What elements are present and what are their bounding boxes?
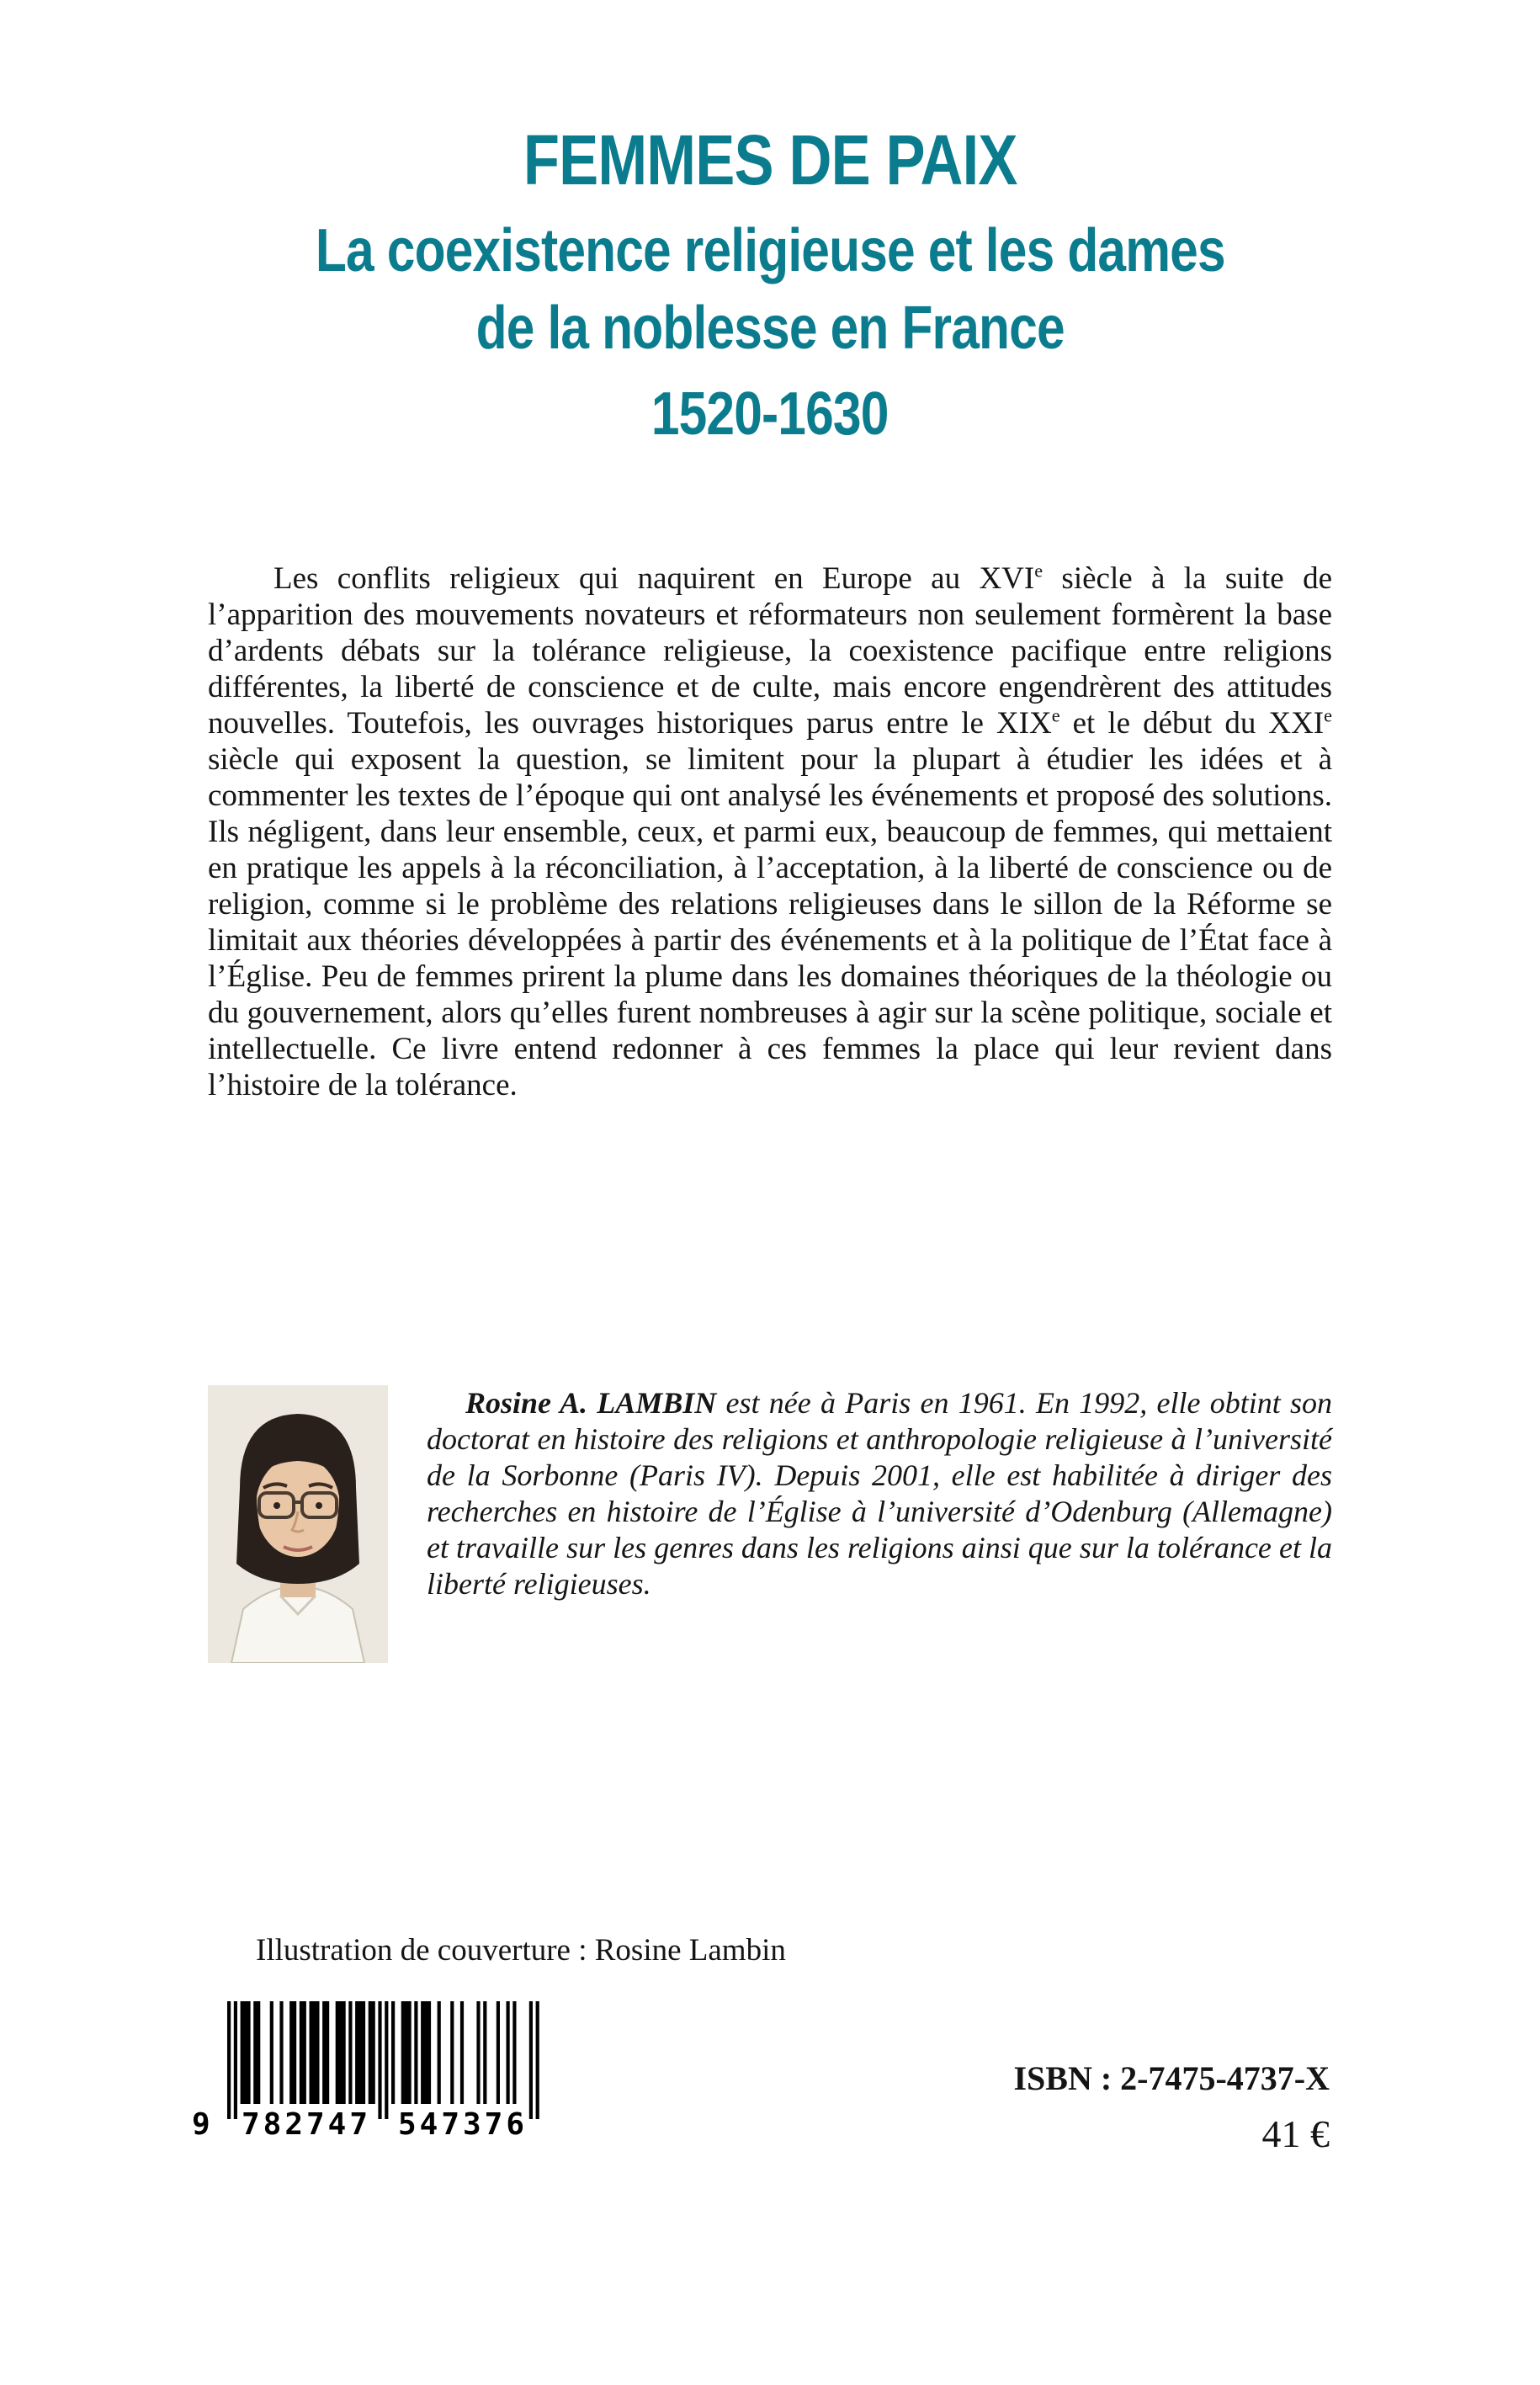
isbn-text: ISBN : 2-7475-4737-X bbox=[1013, 2059, 1330, 2097]
synopsis-text: et le début du XXI bbox=[1059, 706, 1325, 741]
barcode-digits-left: 782747 bbox=[241, 2107, 372, 2142]
book-subtitle-line1: La coexistence religieuse et les dames bbox=[315, 217, 1225, 284]
author-name: Rosine A. LAMBIN bbox=[465, 1386, 717, 1420]
book-years: 1520-1630 bbox=[651, 380, 889, 448]
barcode-digit-lead: 9 bbox=[192, 2107, 210, 2142]
book-subtitle-line2: de la noblesse en France bbox=[475, 295, 1065, 362]
book-title bbox=[0, 120, 1540, 199]
author-bio-text bbox=[427, 1385, 1332, 1663]
cover-credit: Illustration de couverture : Rosine Lambin bbox=[256, 1933, 786, 1968]
author-bio-section bbox=[208, 1385, 1332, 1663]
title-block bbox=[0, 120, 1540, 448]
author-bio-body: est née à Paris en 1961. En 1992, elle obtint son doctorat en histoire des religions et anthropologie religieuse à l’université de la Sorbonne (Paris IV). Depuis 2001, elle est habilitée à diriger des recherches en histoire de l’Église à l’université d’Odenburg (Allemagne) et travaille sur les genres dans les religions ainsi que sur la tolérance et la liberté religieuses. bbox=[427, 1386, 1332, 1601]
footer-right bbox=[1013, 2058, 1330, 2156]
barcode bbox=[192, 2001, 562, 2151]
price-text: 41 € bbox=[1261, 2112, 1330, 2155]
superscript-e: e bbox=[1324, 704, 1332, 726]
synopsis-paragraph bbox=[208, 560, 1332, 1103]
book-subtitle bbox=[0, 212, 1540, 367]
author-photo-image bbox=[208, 1385, 388, 1663]
synopsis-text: siècle qui exposent la question, se limitent pour la plupart à étudier les idées et à commenter les textes de l’époque qui ont analysé les événements et proposé des solutions. Ils négligent, dans leur ensemble, ceux, et parmi eux, beaucoup de femmes, qui mettaient en pratique les appels à la réconciliation, à l’acceptation, à la liberté de conscience ou de religion, comme si le problème des relations religieuses dans le sillon de la Réforme se limitait aux théories développées à partir des événements et à la politique de l’État face à l’Église. Peu de femmes prirent la plume dans les domaines théoriques de la théologie ou du gouvernement, alors qu’elles furent nombreuses à agir sur la scène politique, sociale et intellectuelle. Ce livre entend redonner à ces femmes la place qui leur revient dans l’histoire de la tolérance. bbox=[208, 742, 1332, 1102]
synopsis-text: siècle à la suite de l’apparition des mouvements novateurs et réformateurs non seulement formèrent la base d’ardents débats sur la tolérance religieuse, la coexistence pacifique entre religions différentes, la liberté de conscience et de culte, mais encore engendrèrent des attitudes nouvelles. Toutefois, les ouvrages historiques parus entre le XIX bbox=[208, 561, 1332, 741]
book-title-text: FEMMES DE PAIX bbox=[523, 120, 1017, 199]
superscript-e: e bbox=[1034, 560, 1043, 582]
author-photo bbox=[208, 1385, 388, 1663]
barcode-digits-right: 547376 bbox=[397, 2107, 528, 2142]
superscript-e: e bbox=[1051, 704, 1060, 726]
barcode-bars bbox=[227, 2001, 540, 2121]
synopsis-text: Les conflits religieux qui naquirent en Europe au XVI bbox=[273, 561, 1035, 596]
